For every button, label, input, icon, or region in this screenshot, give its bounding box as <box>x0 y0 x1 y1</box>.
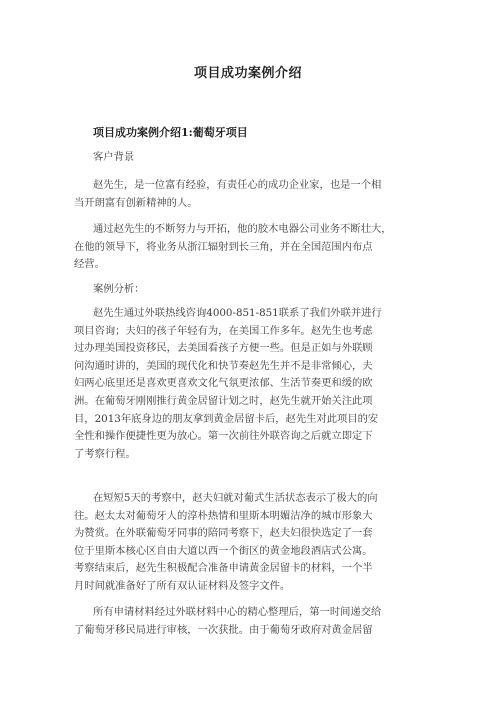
paragraph-inspection <box>74 490 424 596</box>
text-line: 过办理美国投资移民，去美国看孩子方便一些。但是正如与外联顾 <box>74 342 373 355</box>
document-title: 项目成功案例介绍 <box>193 66 302 81</box>
text-line: 问沟通时讲的，美国的现代化和快节奏赵先生并不是非常倾心，夫 <box>74 359 373 372</box>
text-line: 妇两心底里还是喜欢更喜欢文化气氛更浓郁、生活节奏更和缓的欧 <box>74 377 373 390</box>
paragraph-application <box>74 604 424 639</box>
paragraph-customer-background <box>74 149 424 167</box>
paragraph-case-analysis-heading <box>74 281 424 299</box>
text-line: 在短短5天的考察中，赵夫妇就对葡式生活状态表示了极大的向 <box>93 492 378 504</box>
text-line: 在他的领导下，将业务从浙江辐射到长三角，并在全国范围内布点 <box>74 240 373 253</box>
text-line: 考察结束后，赵先生积极配合准备申请黄金居留卡的材料，一个半 <box>74 562 373 575</box>
text-line: 赵先生，是一位富有经验，有责任心的成功企业家，也是一个相 <box>93 179 382 191</box>
text-line: 月时间就准备好了所有双认证材料及签字文件。 <box>74 579 291 592</box>
text-line: 赵先生通过外联热线咨询4000-851-851联系了我们外联并进行 <box>93 307 382 319</box>
text-line: 通过赵先生的不断努力与开拓，他的胶木电器公司业务不断壮大， <box>93 223 392 235</box>
paragraph-business <box>74 221 424 274</box>
section-title: 项目成功案例介绍1:葡萄牙项目 <box>93 126 248 139</box>
paragraph-intro <box>74 177 424 212</box>
text-line: 所有申请材料经过外联材料中心的精心整理后，第一时间递交给 <box>93 606 382 618</box>
text-line: 全性和操作便捷性更为放心。第一次前往外联咨询之后就立即定下 <box>74 430 373 443</box>
text-line: 当开朗富有创新精神的人。 <box>74 196 198 209</box>
text-line: 位于里斯本核心区自由大道以西一个街区的黄金地段酒店式公寓。 <box>74 544 373 557</box>
text-line: 目，2013年底身边的朋友拿到黄金居留卡后，赵先生对此项目的安 <box>74 412 379 425</box>
text-line: 洲。在葡萄牙刚刚推行黄金居留计划之时，赵先生就开始关注此项 <box>74 394 373 407</box>
text-line: 案例分析： <box>93 283 145 295</box>
text-line: 往。赵太太对葡萄牙人的淳朴热情和里斯本明媚洁净的城市形象大 <box>74 509 373 522</box>
text-line: 经营。 <box>74 258 105 271</box>
text-line: 项目咨询；夫妇的孩子年轻有为，在美国工作多年。赵先生也考虑 <box>74 324 373 337</box>
text-line: 了葡萄牙移民局进行审核，一次获批。由于葡萄牙政府对黄金居留 <box>74 623 373 636</box>
text-line: 客户背景 <box>93 151 135 163</box>
paragraph-case-analysis <box>74 305 424 463</box>
text-line: 为赞赏。在外联葡萄牙同事的陪同考察下，赵夫妇很快选定了一套 <box>74 527 373 540</box>
text-line: 了考察行程。 <box>74 447 136 460</box>
